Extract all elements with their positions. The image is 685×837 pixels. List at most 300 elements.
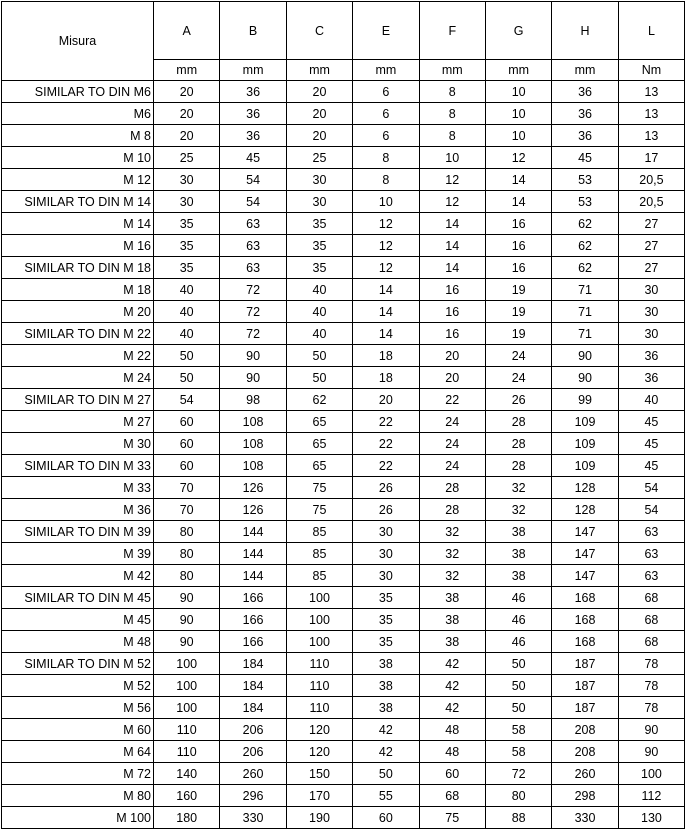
cell-l: 30 [618,323,684,345]
cell-l: 17 [618,147,684,169]
cell-l: 20,5 [618,169,684,191]
cell-l: 36 [618,345,684,367]
cell-g: 24 [485,367,551,389]
cell-e: 12 [353,257,419,279]
cell-f: 16 [419,323,485,345]
cell-c: 40 [286,301,352,323]
cell-size: M 16 [2,235,154,257]
cell-size: M 80 [2,785,154,807]
cell-f: 48 [419,719,485,741]
cell-e: 42 [353,719,419,741]
cell-e: 38 [353,653,419,675]
size-column-header: Misura [2,2,154,81]
cell-a: 50 [154,345,220,367]
cell-f: 42 [419,675,485,697]
table-row [2,103,685,125]
cell-b: 166 [220,609,286,631]
table-row [2,389,685,411]
cell-size: SIMILAR TO DIN M 52 [2,653,154,675]
cell-b: 206 [220,719,286,741]
cell-f: 24 [419,455,485,477]
cell-c: 35 [286,235,352,257]
column-header-h: H [552,2,618,60]
cell-h: 36 [552,125,618,147]
cell-b: 126 [220,499,286,521]
cell-b: 54 [220,191,286,213]
cell-l: 78 [618,653,684,675]
cell-f: 14 [419,235,485,257]
cell-b: 54 [220,169,286,191]
cell-l: 27 [618,235,684,257]
cell-l: 78 [618,697,684,719]
cell-e: 14 [353,301,419,323]
unit-f: mm [419,60,485,81]
cell-l: 27 [618,257,684,279]
cell-e: 18 [353,367,419,389]
cell-l: 63 [618,521,684,543]
cell-b: 184 [220,653,286,675]
table-row [2,609,685,631]
cell-g: 28 [485,411,551,433]
cell-e: 22 [353,433,419,455]
cell-a: 35 [154,235,220,257]
cell-f: 20 [419,367,485,389]
column-header-a: A [154,2,220,60]
cell-e: 22 [353,455,419,477]
cell-h: 147 [552,565,618,587]
cell-size: M 18 [2,279,154,301]
cell-h: 208 [552,719,618,741]
cell-h: 330 [552,807,618,829]
cell-e: 12 [353,213,419,235]
cell-c: 20 [286,103,352,125]
cell-f: 42 [419,697,485,719]
cell-b: 90 [220,345,286,367]
cell-size: M 10 [2,147,154,169]
cell-a: 110 [154,719,220,741]
cell-e: 18 [353,345,419,367]
cell-c: 75 [286,477,352,499]
cell-e: 20 [353,389,419,411]
cell-e: 10 [353,191,419,213]
cell-c: 150 [286,763,352,785]
cell-g: 32 [485,477,551,499]
cell-e: 12 [353,235,419,257]
cell-a: 90 [154,631,220,653]
table-row [2,697,685,719]
cell-b: 184 [220,675,286,697]
cell-f: 28 [419,499,485,521]
cell-h: 90 [552,345,618,367]
cell-c: 85 [286,565,352,587]
cell-b: 296 [220,785,286,807]
cell-g: 10 [485,125,551,147]
cell-b: 166 [220,587,286,609]
cell-h: 62 [552,235,618,257]
table-row [2,807,685,829]
cell-g: 16 [485,257,551,279]
cell-f: 48 [419,741,485,763]
cell-c: 190 [286,807,352,829]
cell-f: 75 [419,807,485,829]
column-header-e: E [353,2,419,60]
cell-l: 68 [618,631,684,653]
cell-c: 35 [286,257,352,279]
cell-e: 14 [353,323,419,345]
cell-l: 45 [618,411,684,433]
table-row [2,433,685,455]
cell-size: M 60 [2,719,154,741]
cell-e: 38 [353,675,419,697]
cell-a: 110 [154,741,220,763]
cell-b: 108 [220,433,286,455]
cell-h: 187 [552,653,618,675]
table-row [2,367,685,389]
cell-l: 20,5 [618,191,684,213]
cell-size: M 36 [2,499,154,521]
cell-l: 27 [618,213,684,235]
cell-size: M 64 [2,741,154,763]
cell-g: 80 [485,785,551,807]
cell-size: SIMILAR TO DIN M 45 [2,587,154,609]
cell-a: 80 [154,521,220,543]
cell-b: 63 [220,213,286,235]
cell-size: M 100 [2,807,154,829]
cell-a: 80 [154,543,220,565]
cell-c: 170 [286,785,352,807]
cell-e: 35 [353,587,419,609]
cell-b: 260 [220,763,286,785]
cell-a: 60 [154,433,220,455]
cell-b: 144 [220,543,286,565]
cell-size: SIMILAR TO DIN M 14 [2,191,154,213]
table-body [2,81,685,829]
cell-size: M 52 [2,675,154,697]
cell-f: 68 [419,785,485,807]
cell-h: 147 [552,543,618,565]
table-row [2,521,685,543]
cell-a: 54 [154,389,220,411]
cell-f: 32 [419,565,485,587]
cell-b: 98 [220,389,286,411]
cell-h: 208 [552,741,618,763]
cell-b: 144 [220,521,286,543]
cell-f: 12 [419,169,485,191]
cell-l: 68 [618,587,684,609]
cell-l: 54 [618,499,684,521]
cell-b: 206 [220,741,286,763]
cell-c: 75 [286,499,352,521]
cell-c: 120 [286,719,352,741]
cell-h: 128 [552,499,618,521]
cell-size: SIMILAR TO DIN M 27 [2,389,154,411]
cell-e: 8 [353,169,419,191]
cell-b: 126 [220,477,286,499]
cell-a: 70 [154,499,220,521]
cell-c: 20 [286,81,352,103]
cell-size: M 27 [2,411,154,433]
table-row [2,675,685,697]
cell-g: 28 [485,433,551,455]
cell-e: 26 [353,477,419,499]
cell-size: M 39 [2,543,154,565]
cell-c: 50 [286,345,352,367]
cell-a: 100 [154,675,220,697]
cell-a: 50 [154,367,220,389]
cell-size: M 20 [2,301,154,323]
cell-size: M 30 [2,433,154,455]
cell-h: 90 [552,367,618,389]
cell-a: 80 [154,565,220,587]
table-row [2,499,685,521]
cell-f: 38 [419,609,485,631]
cell-h: 53 [552,191,618,213]
column-header-f: F [419,2,485,60]
cell-g: 46 [485,609,551,631]
cell-c: 100 [286,587,352,609]
cell-size: SIMILAR TO DIN M 33 [2,455,154,477]
cell-g: 10 [485,81,551,103]
table-row [2,345,685,367]
table-row [2,147,685,169]
table-row [2,631,685,653]
cell-size: SIMILAR TO DIN M 22 [2,323,154,345]
cell-size: M 22 [2,345,154,367]
cell-b: 184 [220,697,286,719]
cell-size: M 14 [2,213,154,235]
cell-f: 10 [419,147,485,169]
table-row [2,587,685,609]
cell-h: 168 [552,631,618,653]
cell-f: 14 [419,213,485,235]
cell-e: 42 [353,741,419,763]
table-row [2,301,685,323]
cell-size: M 12 [2,169,154,191]
cell-a: 40 [154,279,220,301]
table-row [2,323,685,345]
cell-l: 68 [618,609,684,631]
cell-h: 128 [552,477,618,499]
cell-l: 54 [618,477,684,499]
cell-g: 10 [485,103,551,125]
unit-e: mm [353,60,419,81]
dimensions-table [1,1,685,829]
cell-h: 109 [552,433,618,455]
cell-b: 36 [220,81,286,103]
cell-c: 25 [286,147,352,169]
cell-c: 110 [286,675,352,697]
cell-c: 85 [286,521,352,543]
table-row [2,169,685,191]
cell-c: 110 [286,697,352,719]
table-row [2,785,685,807]
column-header-l: L [618,2,684,60]
cell-e: 50 [353,763,419,785]
cell-b: 166 [220,631,286,653]
cell-e: 6 [353,103,419,125]
cell-h: 45 [552,147,618,169]
cell-size: M 72 [2,763,154,785]
cell-f: 8 [419,103,485,125]
cell-c: 65 [286,411,352,433]
cell-g: 32 [485,499,551,521]
cell-e: 60 [353,807,419,829]
cell-a: 100 [154,697,220,719]
cell-a: 90 [154,587,220,609]
table-row [2,763,685,785]
cell-l: 13 [618,103,684,125]
cell-l: 130 [618,807,684,829]
cell-l: 13 [618,125,684,147]
cell-f: 20 [419,345,485,367]
column-header-g: G [485,2,551,60]
cell-b: 36 [220,125,286,147]
cell-l: 63 [618,543,684,565]
cell-e: 22 [353,411,419,433]
cell-g: 14 [485,169,551,191]
cell-f: 38 [419,631,485,653]
cell-a: 20 [154,103,220,125]
cell-c: 110 [286,653,352,675]
cell-h: 168 [552,587,618,609]
cell-g: 50 [485,675,551,697]
table-row [2,543,685,565]
cell-h: 109 [552,455,618,477]
cell-g: 46 [485,631,551,653]
cell-c: 50 [286,367,352,389]
cell-b: 63 [220,257,286,279]
cell-g: 16 [485,213,551,235]
cell-h: 71 [552,279,618,301]
cell-g: 58 [485,741,551,763]
cell-g: 19 [485,279,551,301]
cell-a: 20 [154,81,220,103]
cell-c: 40 [286,279,352,301]
cell-a: 35 [154,213,220,235]
table-row [2,565,685,587]
cell-e: 55 [353,785,419,807]
cell-size: M 33 [2,477,154,499]
cell-f: 32 [419,521,485,543]
unit-l: Nm [618,60,684,81]
cell-b: 108 [220,411,286,433]
cell-g: 46 [485,587,551,609]
table-row [2,213,685,235]
cell-f: 22 [419,389,485,411]
cell-f: 42 [419,653,485,675]
cell-l: 112 [618,785,684,807]
cell-h: 260 [552,763,618,785]
cell-e: 30 [353,543,419,565]
table-row [2,411,685,433]
cell-e: 6 [353,125,419,147]
cell-size: M6 [2,103,154,125]
table-row [2,191,685,213]
cell-g: 14 [485,191,551,213]
unit-b: mm [220,60,286,81]
cell-a: 35 [154,257,220,279]
cell-g: 72 [485,763,551,785]
unit-a: mm [154,60,220,81]
cell-f: 28 [419,477,485,499]
cell-g: 38 [485,543,551,565]
cell-a: 70 [154,477,220,499]
cell-l: 90 [618,719,684,741]
cell-size: M 24 [2,367,154,389]
cell-a: 180 [154,807,220,829]
cell-l: 40 [618,389,684,411]
unit-c: mm [286,60,352,81]
cell-f: 16 [419,279,485,301]
cell-f: 24 [419,411,485,433]
cell-e: 35 [353,609,419,631]
cell-c: 40 [286,323,352,345]
cell-a: 90 [154,609,220,631]
cell-size: M 48 [2,631,154,653]
cell-size: M 42 [2,565,154,587]
cell-a: 60 [154,411,220,433]
cell-g: 19 [485,301,551,323]
cell-l: 13 [618,81,684,103]
cell-e: 30 [353,521,419,543]
cell-h: 53 [552,169,618,191]
cell-g: 28 [485,455,551,477]
cell-c: 100 [286,631,352,653]
cell-size: M 56 [2,697,154,719]
cell-f: 32 [419,543,485,565]
cell-g: 88 [485,807,551,829]
cell-a: 40 [154,301,220,323]
cell-l: 63 [618,565,684,587]
cell-l: 78 [618,675,684,697]
cell-l: 30 [618,279,684,301]
cell-g: 26 [485,389,551,411]
cell-c: 35 [286,213,352,235]
cell-g: 16 [485,235,551,257]
table-row [2,653,685,675]
cell-e: 38 [353,697,419,719]
table-row [2,81,685,103]
cell-c: 100 [286,609,352,631]
cell-a: 20 [154,125,220,147]
cell-g: 19 [485,323,551,345]
cell-size: SIMILAR TO DIN M 18 [2,257,154,279]
cell-c: 65 [286,433,352,455]
cell-e: 35 [353,631,419,653]
cell-l: 100 [618,763,684,785]
cell-c: 30 [286,191,352,213]
cell-h: 298 [552,785,618,807]
cell-b: 330 [220,807,286,829]
table-row [2,235,685,257]
cell-h: 187 [552,697,618,719]
unit-h: mm [552,60,618,81]
cell-f: 24 [419,433,485,455]
cell-f: 16 [419,301,485,323]
cell-a: 160 [154,785,220,807]
cell-c: 20 [286,125,352,147]
cell-b: 63 [220,235,286,257]
cell-c: 30 [286,169,352,191]
cell-a: 25 [154,147,220,169]
cell-b: 45 [220,147,286,169]
cell-f: 38 [419,587,485,609]
cell-h: 62 [552,213,618,235]
cell-g: 24 [485,345,551,367]
cell-b: 90 [220,367,286,389]
cell-a: 30 [154,169,220,191]
cell-h: 99 [552,389,618,411]
